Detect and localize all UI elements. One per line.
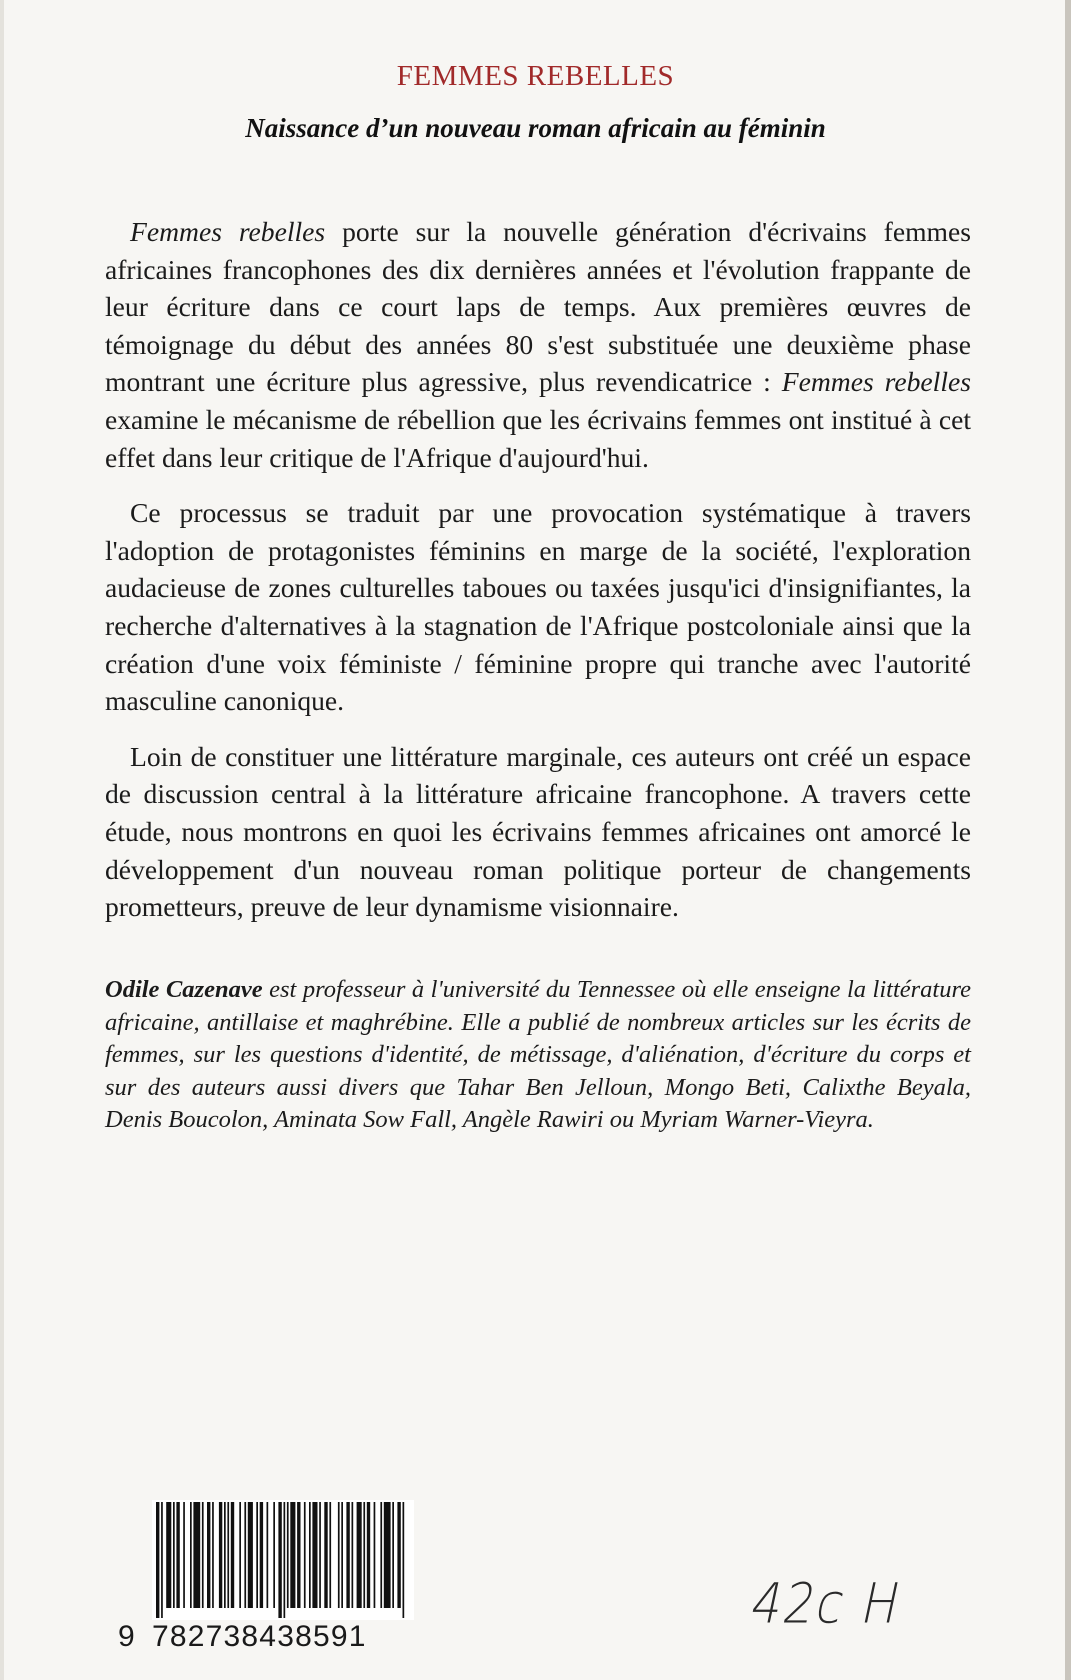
barcode-bar bbox=[397, 1502, 400, 1608]
barcode-bar bbox=[256, 1502, 258, 1608]
barcode-bar bbox=[207, 1502, 210, 1608]
barcode-bars bbox=[156, 1502, 410, 1618]
isbn-barcode bbox=[152, 1500, 414, 1620]
barcode-bar bbox=[297, 1502, 300, 1608]
barcode-bar bbox=[183, 1502, 185, 1608]
barcode-bar bbox=[227, 1502, 229, 1608]
isbn-digits bbox=[0, 1620, 440, 1660]
barcode-bar bbox=[329, 1502, 331, 1608]
barcode-bar bbox=[273, 1502, 275, 1608]
blurb-paragraph-1 bbox=[105, 213, 971, 476]
barcode-bar bbox=[219, 1502, 222, 1608]
barcode-bar bbox=[193, 1502, 200, 1608]
isbn-remaining-digits: 782738438591 bbox=[152, 1620, 367, 1653]
barcode-bar bbox=[176, 1502, 179, 1608]
barcode-bar bbox=[173, 1502, 175, 1608]
barcode-bar bbox=[190, 1502, 192, 1608]
barcode-bar bbox=[319, 1502, 321, 1608]
barcode-bar bbox=[231, 1502, 234, 1608]
barcode-bar bbox=[284, 1502, 286, 1618]
barcode-bar bbox=[290, 1502, 295, 1608]
barcode-bar bbox=[324, 1502, 327, 1608]
barcode-bar bbox=[248, 1502, 253, 1608]
book-subtitle: Naissance d’un nouveau roman africain au féminin bbox=[245, 113, 826, 143]
author-bio-text: est professeur à l'université du Tennessee où elle enseigne la littérature africaine, antillaise et maghrébine. Elle a publié de nombreux articles sur les écrits de femmes, sur les questions d'identité, de métissage, d'aliénation, d'écriture du corps et sur des auteurs aussi divers que Tahar Ben Jelloun, Mongo Beti, Calixthe Beyala, Denis Boucolon, Aminata Sow Fall, Angèle Rawiri ou Myriam Warner-Vieyra. bbox=[105, 976, 971, 1134]
barcode-bar bbox=[341, 1502, 343, 1608]
barcode-bar bbox=[338, 1502, 340, 1608]
barcode-bar bbox=[392, 1502, 394, 1608]
blurb-text: porte sur la nouvelle génération d'écrivains femmes africaines francophones des dix dernières années et l'évolution frappante de leur écriture dans ce court laps de temps. Aux premières œuvres de témoignage du début des années 80 s'est substituée une deuxième phase montrant une écriture plus agressive, plus revendicatrice : bbox=[105, 216, 971, 398]
barcode-bar bbox=[403, 1502, 405, 1618]
barcode-bar bbox=[166, 1502, 171, 1608]
barcode-bar bbox=[287, 1502, 289, 1608]
barcode-bar bbox=[278, 1502, 281, 1618]
author-name: Odile Cazenave bbox=[105, 976, 263, 1003]
barcode-bar bbox=[363, 1502, 365, 1608]
title-reference: Femmes rebelles bbox=[781, 366, 971, 398]
barcode-bar bbox=[224, 1502, 226, 1608]
barcode-bar bbox=[239, 1502, 241, 1608]
title-reference: Femmes rebelles bbox=[130, 216, 326, 247]
book-title: FEMMES REBELLES bbox=[396, 60, 675, 92]
barcode-bar bbox=[304, 1502, 306, 1608]
blurb bbox=[105, 213, 971, 944]
barcode-bar bbox=[380, 1502, 382, 1608]
blurb-paragraph-3: Loin de constituer une littérature marginale, ces auteurs ont créé un espace de discussion central à la littérature africaine francophone. A travers cette étude, nous montrons en quoi les écrivains femmes africaines ont amorcé le développement d'un nouveau roman politique porteur de changements prometteurs, preuve de leur dynamisme visionnaire. bbox=[105, 740, 971, 923]
barcode-bar bbox=[156, 1502, 159, 1618]
barcode-bar bbox=[161, 1502, 163, 1618]
blurb-text: examine le mécanisme de rébellion que les écrivains femmes ont institué à cet effet dans leur critique de l'Afrique d'aujourd'hui. bbox=[105, 403, 971, 473]
barcode-bar bbox=[352, 1502, 354, 1608]
barcode-bar bbox=[367, 1502, 370, 1608]
barcode-bar bbox=[267, 1502, 269, 1608]
barcode-bar bbox=[202, 1502, 204, 1608]
barcode-bar bbox=[374, 1502, 376, 1608]
barcode-bar bbox=[384, 1502, 391, 1608]
blurb-paragraph-2: Ce processus se traduit par une provocation systématique à travers l'adoption de protagonistes féminins en marge de la société, l'exploration audacieuse de zones culturelles taboues ou taxées jusqu'ici d'insignifiantes, la recherche d'alternatives à la stagnation de l'Afrique postcoloniale ainsi que la création d'une voix féministe / féminine propre qui tranche avec l'autorité masculine canonique. bbox=[105, 497, 971, 717]
barcode-bar bbox=[260, 1502, 263, 1608]
barcode-bar bbox=[346, 1502, 349, 1608]
barcode-bar bbox=[312, 1502, 317, 1608]
barcode-bar bbox=[357, 1502, 362, 1608]
handwritten-price: 42c H bbox=[745, 1571, 908, 1637]
author-bio bbox=[105, 974, 971, 1137]
barcode-bar bbox=[212, 1502, 214, 1608]
barcode-bar bbox=[244, 1502, 246, 1608]
isbn-first-digit: 9 bbox=[118, 1620, 135, 1653]
barcode-bar bbox=[309, 1502, 311, 1608]
